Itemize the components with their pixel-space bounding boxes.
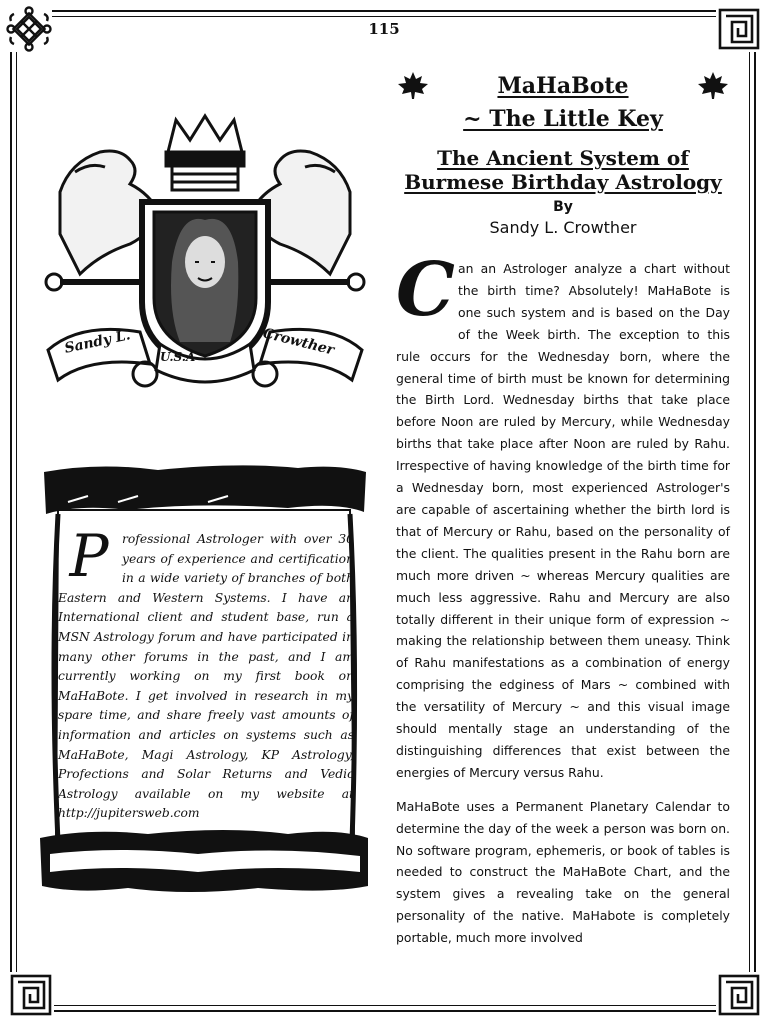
author-name: Sandy L. Crowther (489, 218, 637, 237)
key-fret-ornament-icon (8, 972, 54, 1018)
key-fret-ornament-icon (716, 972, 762, 1018)
article-paragraph-1: an an Astrologer analyze a chart without the birth time? Absolutely! MaHaBote is one such system and is based on the Day of the Week birth. The exception to this rule occurs for the Wednesday born, where the general time of birth must be known for determining the Birth Lord. Wednesday births that take place before Noon are ruled by Mercury, while Wednesday births that take place after Noon are ruled by Rahu. Irrespective of having knowledge of the birth time for a Wednesday born, most experienced Astrologer's are capable of ascertaining whether the birth lord is that of Mercury or Rahu, based on the personality of the client. The qualities present in the Rahu born are much more driven ~ whereas Mercury qualities are much less aggressive. Rahu and Mercury are also totally different in their unique form of expression ~ making the relationship between them uneasy. Think of Rahu manifestations as a combination of energy comprising the edginess of Mars ~ combined with the versatility of Mercury ~ and this visual image should mentally stage an understanding of the distinguishing differences that exist between the energies of Mercury versus Rahu. (396, 261, 730, 780)
article-body (396, 247, 730, 949)
page-number: 115 (368, 20, 400, 38)
crest-banner-right: Crowther (261, 325, 336, 359)
coat-of-arms-crest (40, 112, 370, 402)
article-title-description: The Ancient System of Burmese Birthday Astrology (404, 146, 722, 194)
crest-banner-center: U.S.A (160, 350, 196, 364)
article-paragraph-2: MaHaBote uses a Permanent Planetary Calendar to determine the day of the week a person was born on. No software program, ephemeris, or book of tables is needed to construct the MaHaBote Chart, and the system gives a revealing take on the general personality of the native. MaHabote is completely portable, much more involved (396, 798, 730, 946)
bio-text: rofessional Astrologer with over 30 years of experience and certification in a wide variety of branches of both Eastern and Western Systems. I have an International client and student base, run a MSN Astrology forum and have participated in many other forums in the past, and I am currently working on my first book on MaHaBote. I get involved in research in my spare time, and share freely vast amounts of information and articles on systems such as MaHaBote, Magi Astrology, KP Astrology, Profections and Solar Returns and Vedic Astrology available on my website at http://jupitersweb.com (58, 532, 354, 821)
byline-label: By (553, 199, 573, 215)
article-title: MaHaBote (497, 73, 629, 99)
bio-drop-cap: P (69, 522, 109, 590)
author-bio (58, 522, 354, 824)
crest-banner-left: Sandy L. (63, 327, 132, 357)
article-drop-cap: C (396, 247, 455, 333)
article-title-subtitle: ~ The Little Key (463, 106, 663, 132)
